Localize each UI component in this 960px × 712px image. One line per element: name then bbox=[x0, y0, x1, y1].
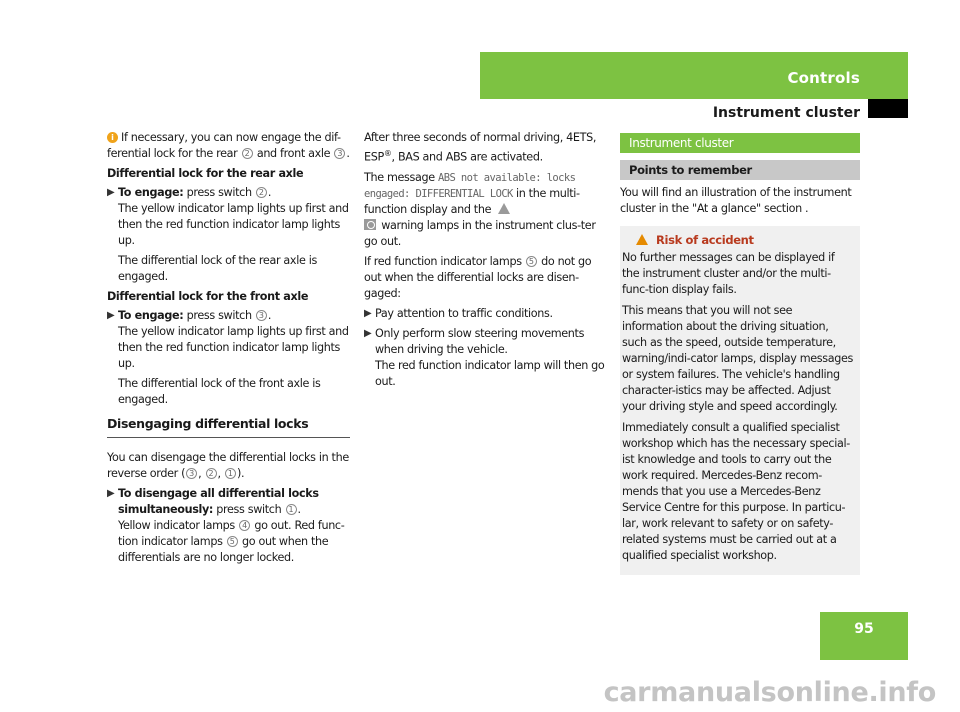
warning-triangle-icon bbox=[636, 234, 648, 245]
header-marker bbox=[868, 99, 908, 118]
warning-text-3: Immediately consult a qualified specialist workshop which has the necessary special-ist knowledge and tools to carry out the work required. Mercedes-Benz recom-mends that you use a Mercedes-Benz Service Centre for this purpose. In particu-lar, work relevant to safety or on safety-related systems must be carried out at a qualified specialist workshop. bbox=[622, 421, 850, 562]
callout-2: 2 bbox=[206, 468, 217, 479]
section-tab bbox=[480, 52, 908, 99]
page-number-tab bbox=[820, 612, 908, 660]
callout-3: 3 bbox=[334, 148, 345, 159]
traffic-step: ▶ Pay attention to traffic conditions. bbox=[364, 306, 553, 320]
callout-1: 1 bbox=[225, 468, 236, 479]
subsection-title-bar: Points to remember bbox=[620, 160, 860, 180]
section-tab-label: Controls bbox=[787, 69, 860, 87]
disengage-intro: You can disengage the differential locks in the reverse order ( 3 , 2 , 1 ). bbox=[107, 451, 349, 480]
callout-2: 2 bbox=[256, 187, 267, 198]
warning-title: Risk of accident bbox=[622, 232, 854, 248]
column-middle bbox=[364, 130, 608, 394]
page-title: Instrument cluster bbox=[712, 105, 860, 121]
rear-engage-step: ▶ To engage: press switch 2 . The yellow indicator lamp lights up first and then the red function indicator lamp lights up. bbox=[107, 186, 349, 247]
column-right bbox=[620, 133, 860, 575]
warning-text-1: No further messages can be displayed if the instrument cluster and/or the multi-func-tion display fails. bbox=[622, 251, 835, 296]
callout-5: 5 bbox=[526, 256, 537, 267]
front-engage-step: ▶ To engage: press switch 3 . The yellow indicator lamp lights up first and then the red function indicator lamp lights up. bbox=[107, 309, 349, 370]
intro-text: You will find an illustration of the instrument cluster in the "At a glance" section . bbox=[620, 186, 852, 215]
arrow-icon: ▶ bbox=[107, 310, 115, 321]
display-message: ABS not available: locks engaged: DIFFERENTIAL LOCK bbox=[364, 171, 576, 200]
arrow-icon: ▶ bbox=[364, 307, 372, 319]
section-title-bar: Instrument cluster bbox=[620, 133, 860, 153]
abs-lamp-icon bbox=[364, 219, 376, 230]
arrow-icon: ▶ bbox=[107, 488, 115, 499]
disengage-step: ▶ To disengage all differential locks simultaneously: press switch 1 . Yellow indicator lamps 4 go out. Red func-tion indicator lamps 5 go out when the differentials are no longer locked. bbox=[107, 487, 345, 564]
red-lamp-condition: If red function indicator lamps 5 do not go out when the differential locks are disen-gaged: bbox=[364, 254, 592, 300]
activation-note: After three seconds of normal driving, 4ETS, ESP®, BAS and ABS are activated. bbox=[364, 131, 597, 164]
warning-text-2: This means that you will not see information about the driving situation, such as the speed, outside temperature, warning/indi-cator lamps, display messages or system failures. The vehicle's handling character-istics may be affected. Adjust your driving style and speed accordingly. bbox=[622, 304, 853, 413]
message-note: The message ABS not available: locks engaged: DIFFERENTIAL LOCK in the multi-function display and the warning lamps in the instrument clus-ter go out. bbox=[364, 170, 596, 248]
info-note: i If necessary, you can now engage the dif-ferential lock for the rear 2 and front axle 3 . bbox=[107, 131, 350, 160]
page-number: 95 bbox=[854, 621, 874, 637]
rear-engage-result: The differential lock of the rear axle is engaged. bbox=[118, 254, 317, 283]
callout-1: 1 bbox=[286, 504, 297, 515]
front-engage-result: The differential lock of the front axle is engaged. bbox=[118, 377, 321, 406]
registered-mark: ® bbox=[383, 149, 392, 158]
callout-5: 5 bbox=[227, 536, 238, 547]
front-engage-detail: The yellow indicator lamp lights up first and then the red function indicator lamp lights up. bbox=[118, 325, 349, 370]
callout-3: 3 bbox=[186, 468, 197, 479]
arrow-icon: ▶ bbox=[107, 187, 115, 198]
rear-axle-heading: Differential lock for the rear axle bbox=[107, 167, 304, 180]
rear-engage-detail: The yellow indicator lamp lights up first and then the red function indicator lamp lights up. bbox=[118, 202, 349, 247]
warning-triangle-icon bbox=[498, 203, 510, 214]
callout-3: 3 bbox=[256, 310, 267, 321]
arrow-icon: ▶ bbox=[364, 327, 372, 339]
callout-2: 2 bbox=[242, 148, 253, 159]
watermark: carmanualsonline.info bbox=[603, 677, 936, 708]
callout-4: 4 bbox=[239, 520, 250, 531]
disengage-heading: Disengaging differential locks bbox=[107, 416, 350, 438]
front-axle-heading: Differential lock for the front axle bbox=[107, 290, 309, 303]
warning-box bbox=[620, 226, 860, 575]
column-left bbox=[107, 130, 350, 570]
info-icon: i bbox=[107, 132, 118, 143]
steering-step: ▶ Only perform slow steering movements when driving the vehicle. The red function indicator lamp will then go out. bbox=[364, 326, 605, 388]
